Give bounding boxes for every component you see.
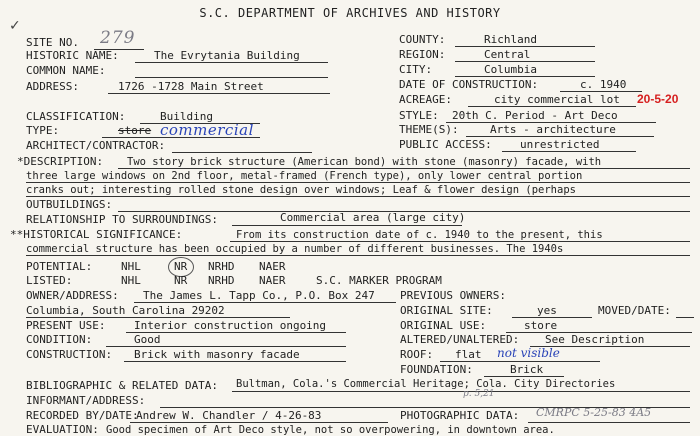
date-construction-value: c. 1940 bbox=[580, 78, 627, 91]
description-rule-3 bbox=[26, 196, 690, 197]
classification-label: CLASSIFICATION: bbox=[26, 110, 126, 123]
listed-nhl: NHL bbox=[121, 274, 141, 287]
type-handwritten: commercial bbox=[160, 121, 254, 139]
common-name-line bbox=[135, 77, 328, 78]
marker-program-label: S.C. MARKER PROGRAM bbox=[316, 274, 442, 287]
address-label: ADDRESS: bbox=[26, 80, 79, 93]
outbuildings-label: OUTBUILDINGS: bbox=[26, 198, 113, 211]
style-label: STYLE: bbox=[399, 109, 439, 122]
themes-label: THEME(S): bbox=[399, 123, 459, 136]
significance-rule-2 bbox=[26, 255, 690, 256]
acreage-handwritten: 20-5-20 bbox=[637, 92, 679, 106]
listed-label: LISTED: bbox=[26, 274, 73, 287]
recorded-value: Andrew W. Chandler / 4-26-83 bbox=[136, 409, 322, 422]
description-line-3: cranks out; interesting rolled stone design over windows; Leaf & flower design (perhaps bbox=[26, 184, 576, 196]
acreage-value: city commercial lot bbox=[494, 93, 620, 106]
previous-owners-label: PREVIOUS OWNERS: bbox=[400, 289, 506, 302]
condition-value: Good bbox=[134, 333, 161, 346]
site-number: 279 bbox=[100, 28, 136, 48]
style-value: 20th C. Period - Art Deco bbox=[452, 109, 618, 122]
acreage-line bbox=[468, 106, 636, 107]
type-line bbox=[102, 137, 260, 138]
original-use-value: store bbox=[524, 319, 558, 332]
significance-label: **HISTORICAL SIGNIFICANCE: bbox=[10, 228, 183, 241]
historic-name-value: The Evrytania Building bbox=[154, 49, 300, 62]
city-value: Columbia bbox=[484, 63, 537, 76]
bibliography-value: Bultman, Cola.'s Commercial Heritage; Cola. City Directories bbox=[236, 378, 616, 390]
classification-value: Building bbox=[160, 110, 213, 123]
potential-nrhd: NRHD bbox=[208, 260, 235, 273]
relationship-line bbox=[232, 225, 462, 226]
historic-name-line bbox=[135, 62, 328, 63]
common-name-label: COMMON NAME: bbox=[26, 64, 106, 77]
condition-line bbox=[106, 346, 346, 347]
foundation-line bbox=[484, 376, 564, 377]
construction-line bbox=[124, 361, 346, 362]
public-access-value: unrestricted bbox=[520, 138, 600, 151]
architect-label: ARCHITECT/CONTRACTOR: bbox=[26, 139, 166, 152]
construction-label: CONSTRUCTION: bbox=[26, 348, 113, 361]
roof-value: flat bbox=[455, 348, 482, 361]
address-value: 1726 -1728 Main Street bbox=[118, 80, 264, 93]
pencil-check-mark: ✓ bbox=[9, 18, 21, 34]
bibliography-handwritten: p. 5,21 bbox=[463, 389, 495, 399]
bibliography-label: BIBLIOGRAPHIC & RELATED DATA: bbox=[26, 379, 219, 392]
potential-nr: NR bbox=[174, 260, 188, 273]
altered-label: ALTERED/UNALTERED: bbox=[400, 333, 520, 346]
original-site-line bbox=[512, 317, 592, 318]
owner-rule-1 bbox=[134, 302, 396, 303]
original-use-label: ORIGINAL USE: bbox=[400, 319, 487, 332]
present-use-value: Interior construction ongoing bbox=[134, 319, 327, 332]
relationship-value: Commercial area (large city) bbox=[280, 211, 466, 224]
significance-line-2: commercial structure has been occupied by a number of different businesses. The 1940s bbox=[26, 243, 564, 255]
region-label: REGION: bbox=[399, 48, 446, 61]
themes-value: Arts - architecture bbox=[490, 123, 616, 136]
potential-nhl: NHL bbox=[121, 260, 141, 273]
owner-line-2: Columbia, South Carolina 29202 bbox=[26, 304, 225, 317]
historic-name-label: HISTORIC NAME: bbox=[26, 49, 119, 62]
roof-handwritten: not visible bbox=[497, 346, 560, 360]
type-label: TYPE: bbox=[26, 124, 60, 137]
construction-value: Brick with masonry facade bbox=[134, 348, 300, 361]
significance-line-1: From its construction date of c. 1940 to the present, this bbox=[236, 229, 603, 241]
potential-label: POTENTIAL: bbox=[26, 260, 93, 273]
moved-date-line bbox=[676, 317, 694, 318]
address-line bbox=[108, 93, 330, 94]
original-site-value: yes bbox=[537, 304, 557, 317]
evaluation-value: Good specimen of Art Deco style, not so overpowering, in downtown area. bbox=[106, 424, 555, 436]
region-value: Central bbox=[484, 48, 531, 61]
description-label: *DESCRIPTION: bbox=[17, 155, 104, 168]
type-struck-value: store bbox=[118, 124, 152, 137]
public-access-label: PUBLIC ACCESS: bbox=[399, 138, 492, 151]
description-rule-1 bbox=[118, 168, 690, 169]
recorded-line bbox=[130, 422, 388, 423]
region-line bbox=[455, 61, 595, 62]
acreage-label: ACREAGE: bbox=[399, 93, 452, 106]
bibliography-line bbox=[232, 391, 690, 392]
owner-label: OWNER/ADDRESS: bbox=[26, 289, 119, 302]
roof-line bbox=[440, 361, 600, 362]
architect-line bbox=[172, 152, 312, 153]
listed-nr: NR bbox=[174, 274, 188, 287]
county-label: COUNTY: bbox=[399, 33, 446, 46]
potential-naer: NAER bbox=[259, 260, 286, 273]
date-construction-label: DATE OF CONSTRUCTION: bbox=[399, 78, 539, 91]
themes-line bbox=[466, 136, 654, 137]
altered-value: See Description bbox=[545, 333, 645, 346]
description-line-2: three large windows on 2nd floor, metal-framed (French type), only lower central portion bbox=[26, 170, 583, 182]
moved-date-label: MOVED/DATE: bbox=[598, 304, 671, 317]
city-label: CITY: bbox=[399, 63, 433, 76]
informant-label: INFORMANT/ADDRESS: bbox=[26, 394, 146, 407]
significance-rule-1 bbox=[230, 241, 690, 242]
owner-rule-2 bbox=[26, 317, 290, 318]
photographic-line bbox=[528, 422, 690, 423]
public-access-line bbox=[502, 151, 636, 152]
date-construction-line bbox=[560, 91, 642, 92]
owner-line-1: The James L. Tapp Co., P.O. Box 247 bbox=[143, 289, 375, 302]
photographic-handwritten: CMRPC 5-25-83 4A5 bbox=[536, 406, 652, 419]
present-use-label: PRESENT USE: bbox=[26, 319, 106, 332]
condition-label: CONDITION: bbox=[26, 333, 93, 346]
foundation-value: Brick bbox=[510, 363, 544, 376]
listed-naer: NAER bbox=[259, 274, 286, 287]
foundation-label: FOUNDATION: bbox=[400, 363, 473, 376]
description-line-1: Two story brick structure (American bond) with stone (masonry) facade, with bbox=[127, 156, 602, 168]
county-value: Richland bbox=[484, 33, 537, 46]
recorded-label: RECORDED BY/DATE: bbox=[26, 409, 139, 422]
relationship-label: RELATIONSHIP TO SURROUNDINGS: bbox=[26, 213, 219, 226]
city-line bbox=[455, 76, 595, 77]
original-site-label: ORIGINAL SITE: bbox=[400, 304, 493, 317]
description-rule-2 bbox=[26, 182, 690, 183]
evaluation-label: EVALUATION: bbox=[26, 423, 99, 436]
document-title: S.C. DEPARTMENT OF ARCHIVES AND HISTORY bbox=[199, 6, 501, 20]
roof-label: ROOF: bbox=[400, 348, 434, 361]
county-line bbox=[455, 46, 595, 47]
site-no-label: SITE NO. bbox=[26, 36, 79, 49]
photographic-label: PHOTOGRAPHIC DATA: bbox=[400, 409, 520, 422]
listed-nrhd: NRHD bbox=[208, 274, 235, 287]
